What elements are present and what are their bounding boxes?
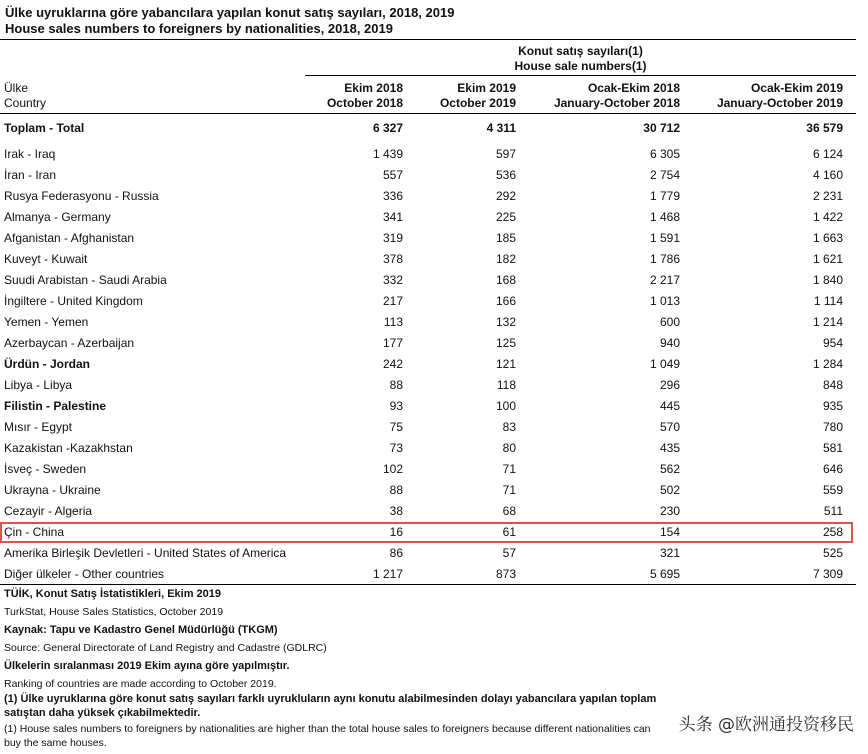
value-janoct2019: 1 840 — [812, 273, 843, 287]
group-header-rule — [305, 75, 856, 76]
country-name: Amerika Birleşik Devletleri - United States of America — [4, 546, 287, 560]
value-oct2018: 217 — [382, 294, 403, 308]
value-oct2018: 93 — [389, 399, 403, 413]
value-oct2019: 166 — [495, 294, 516, 308]
value-oct2019: 185 — [495, 231, 516, 245]
value-janoct2018: 940 — [659, 336, 680, 350]
value-oct2019: 71 — [502, 462, 516, 476]
value-oct2018: 1 217 — [372, 567, 403, 581]
value-janoct2018: 1 468 — [649, 210, 680, 224]
value-janoct2019: 848 — [822, 378, 843, 392]
value-janoct2018: 1 013 — [649, 294, 680, 308]
table-row — [0, 270, 868, 291]
value-oct2019: 68 — [502, 504, 516, 518]
value-oct2018: 75 — [389, 420, 403, 434]
footnote-note-en-2: buy the same houses. — [4, 737, 107, 749]
footnote-source2-tr: Kaynak: Tapu ve Kadastro Genel Müdürlüğü (TKGM) — [4, 624, 278, 636]
value-janoct2019: 954 — [822, 336, 843, 350]
table-bottom-rule — [0, 584, 856, 585]
col-header-janoct2019-en: January-October 2019 — [716, 96, 843, 110]
country-header-english: Country — [4, 96, 47, 110]
col-header-oct2018-en: October 2018 — [326, 96, 403, 110]
header-bottom-rule — [0, 113, 856, 114]
table-row — [0, 354, 868, 375]
value-janoct2018: 1 049 — [649, 357, 680, 371]
table-title-turkish: Ülke uyruklarına göre yabancılara yapılan konut satış sayıları, 2018, 2019 — [5, 5, 455, 20]
value-janoct2019: 1 114 — [813, 294, 843, 308]
value-janoct2018: 296 — [659, 378, 680, 392]
value-janoct2019: 258 — [822, 525, 843, 539]
group-header-english: House sale numbers(1) — [514, 59, 647, 73]
country-name: Rusya Federasyonu - Russia — [4, 189, 159, 203]
country-name: Kazakistan -Kazakhstan — [4, 441, 133, 455]
value-janoct2019: 1 284 — [812, 357, 843, 371]
value-oct2019: 873 — [495, 567, 516, 581]
value-janoct2018: 600 — [659, 315, 680, 329]
footnote-ranking-en: Ranking of countries are made according to October 2019. — [4, 678, 277, 690]
country-name: Ukrayna - Ukraine — [4, 483, 101, 497]
value-oct2018: 341 — [382, 210, 403, 224]
value-janoct2019: 935 — [822, 399, 843, 413]
footnote-note-en-1: (1) House sales numbers to foreigners by nationalities are higher than the total house sales to foreigners because different nationalities can — [4, 723, 651, 735]
table-row — [0, 417, 868, 438]
value-janoct2019: 7 309 — [812, 567, 843, 581]
value-janoct2018: 154 — [659, 525, 680, 539]
value-oct2019: 132 — [495, 315, 516, 329]
value-oct2018: 319 — [382, 231, 403, 245]
country-name: İngiltere - United Kingdom — [4, 294, 143, 308]
value-oct2018: 378 — [382, 252, 403, 266]
value-oct2018: 88 — [389, 483, 403, 497]
value-janoct2019: 525 — [822, 546, 843, 560]
value-janoct2019: 2 231 — [812, 189, 843, 203]
value-oct2018: 557 — [382, 168, 403, 182]
country-name: Yemen - Yemen — [4, 315, 89, 329]
group-header-turkish: Konut satış sayıları(1) — [518, 44, 643, 58]
value-janoct2018: 502 — [659, 483, 680, 497]
value-oct2018: 38 — [389, 504, 403, 518]
value-janoct2019: 1 214 — [812, 315, 843, 329]
footnote-source1-tr: TÜİK, Konut Satış İstatistikleri, Ekim 2019 — [4, 588, 222, 600]
table-row — [0, 480, 868, 501]
footnote-ranking-tr: Ülkelerin sıralanması 2019 Ekim ayına göre yapılmıştır. — [4, 660, 290, 672]
col-header-oct2019-en: October 2019 — [439, 96, 516, 110]
value-oct2019: 597 — [495, 147, 516, 161]
value-oct2019: 536 — [495, 168, 516, 182]
country-name: Afganistan - Afghanistan — [4, 231, 135, 245]
watermark: 头条 @欧洲通投资移民 — [673, 708, 860, 737]
col-header-oct2018-tr: Ekim 2018 — [344, 81, 403, 95]
value-janoct2019: 1 663 — [812, 231, 843, 245]
value-oct2018: 88 — [389, 378, 403, 392]
table-row — [0, 312, 868, 333]
value-oct2019: 292 — [495, 189, 516, 203]
total-value-oct2019: 4 311 — [486, 121, 516, 135]
value-janoct2018: 562 — [659, 462, 680, 476]
value-janoct2018: 2 754 — [649, 168, 680, 182]
table-row — [0, 165, 868, 186]
value-oct2019: 182 — [495, 252, 516, 266]
table-row — [0, 396, 868, 417]
col-header-oct2019-tr: Ekim 2019 — [457, 81, 516, 95]
country-name: Kuveyt - Kuwait — [4, 252, 88, 266]
value-oct2019: 57 — [502, 546, 516, 560]
value-janoct2019: 559 — [822, 483, 843, 497]
value-oct2019: 125 — [495, 336, 516, 350]
total-value-oct2018: 6 327 — [372, 121, 403, 135]
country-name: İran - Iran — [4, 168, 57, 182]
country-name: Diğer ülkeler - Other countries — [4, 567, 165, 581]
table-row — [0, 291, 868, 312]
country-name: Suudi Arabistan - Saudi Arabia — [4, 273, 167, 287]
table-row — [0, 375, 868, 396]
value-janoct2018: 570 — [659, 420, 680, 434]
value-oct2018: 242 — [382, 357, 403, 371]
footnote-note-tr-2: satıştan daha yüksek çıkabilmektedir. — [4, 707, 201, 719]
col-header-janoct2019-tr: Ocak-Ekim 2019 — [750, 81, 843, 95]
table-row — [0, 186, 868, 207]
footnote-source2-en: Source: General Directorate of Land Registry and Cadastre (GDLRC) — [4, 642, 327, 654]
table-row — [0, 228, 868, 249]
country-name: Azerbaycan - Azerbaijan — [4, 336, 135, 350]
total-row — [0, 118, 868, 139]
value-janoct2018: 230 — [659, 504, 680, 518]
value-oct2019: 80 — [502, 441, 516, 455]
table-row — [0, 543, 868, 564]
value-janoct2018: 6 305 — [649, 147, 680, 161]
country-name: İsveç - Sweden — [4, 462, 87, 476]
table-row — [0, 144, 868, 165]
total-label: Toplam - Total — [4, 121, 85, 135]
value-janoct2018: 1 786 — [649, 252, 680, 266]
value-janoct2018: 1 591 — [649, 231, 680, 245]
country-name: Ürdün - Jordan — [4, 357, 90, 371]
value-janoct2019: 1 621 — [812, 252, 843, 266]
value-oct2019: 118 — [496, 378, 516, 392]
value-oct2019: 83 — [502, 420, 516, 434]
table-row — [0, 459, 868, 480]
country-name: Filistin - Palestine — [4, 399, 107, 413]
table-row — [0, 501, 868, 522]
value-janoct2019: 1 422 — [812, 210, 843, 224]
country-name: Almanya - Germany — [4, 210, 111, 224]
value-janoct2018: 321 — [659, 546, 680, 560]
value-oct2018: 1 439 — [372, 147, 403, 161]
value-oct2018: 73 — [389, 441, 403, 455]
value-oct2018: 332 — [382, 273, 403, 287]
value-janoct2019: 4 160 — [812, 168, 843, 182]
value-janoct2019: 511 — [823, 504, 843, 518]
col-header-janoct2018-en: January-October 2018 — [553, 96, 680, 110]
table-row — [0, 333, 868, 354]
value-oct2019: 225 — [495, 210, 516, 224]
value-oct2018: 86 — [389, 546, 403, 560]
value-janoct2019: 646 — [822, 462, 843, 476]
total-value-janoct2019: 36 579 — [806, 121, 843, 135]
total-value-janoct2018: 30 712 — [643, 121, 680, 135]
country-name: Irak - Iraq — [4, 147, 56, 161]
header-top-rule — [0, 39, 856, 40]
value-oct2019: 100 — [495, 399, 516, 413]
value-janoct2018: 2 217 — [649, 273, 680, 287]
table-title-english: House sales numbers to foreigners by nationalities, 2018, 2019 — [5, 21, 393, 36]
country-name: Libya - Libya — [4, 378, 73, 392]
table-row — [0, 438, 868, 459]
value-oct2019: 168 — [495, 273, 516, 287]
table-row — [0, 249, 868, 270]
col-header-janoct2018-tr: Ocak-Ekim 2018 — [587, 81, 680, 95]
value-oct2019: 71 — [502, 483, 516, 497]
footnote-source1-en: TurkStat, House Sales Statistics, October 2019 — [4, 606, 224, 618]
value-janoct2019: 6 124 — [812, 147, 843, 161]
value-oct2018: 102 — [382, 462, 403, 476]
value-janoct2018: 445 — [659, 399, 680, 413]
table-row — [0, 564, 868, 585]
table-row — [0, 207, 868, 228]
value-oct2018: 16 — [389, 525, 403, 539]
value-janoct2018: 435 — [659, 441, 680, 455]
value-oct2018: 336 — [382, 189, 403, 203]
value-janoct2018: 5 695 — [649, 567, 680, 581]
value-janoct2019: 780 — [822, 420, 843, 434]
china-row-highlight — [0, 522, 853, 543]
value-janoct2019: 581 — [822, 441, 843, 455]
value-oct2018: 177 — [382, 336, 403, 350]
value-oct2018: 113 — [383, 315, 403, 329]
country-name: Çin - China — [4, 525, 65, 539]
country-name: Cezayir - Algeria — [4, 504, 93, 518]
value-oct2019: 121 — [495, 357, 516, 371]
value-janoct2018: 1 779 — [649, 189, 680, 203]
country-header-turkish: Ülke — [4, 81, 29, 95]
value-oct2019: 61 — [502, 525, 516, 539]
country-name: Mısır - Egypt — [4, 420, 73, 434]
footnote-note-tr-1: (1) Ülke uyruklarına göre konut satış sayıları farklı uyrukluların aynı konutu alabilmesinden dolayı yabancılara yapılan toplam — [4, 693, 657, 705]
